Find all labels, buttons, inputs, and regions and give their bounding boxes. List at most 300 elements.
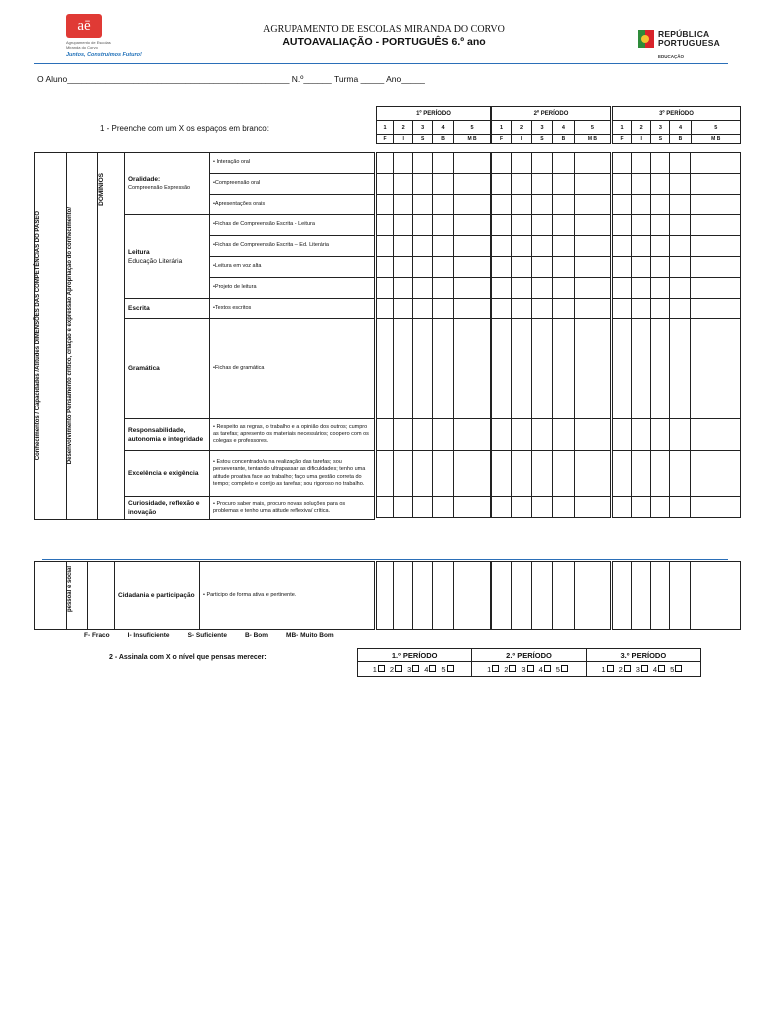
level-option[interactable] bbox=[390, 665, 405, 674]
rating-cell[interactable] bbox=[413, 236, 433, 257]
rating-cell[interactable] bbox=[512, 319, 532, 419]
rating-cell[interactable] bbox=[670, 236, 691, 257]
rating-cell[interactable] bbox=[453, 236, 490, 257]
scale-letter: B bbox=[552, 135, 574, 144]
rating-cell[interactable] bbox=[433, 174, 454, 195]
rating-grid-1 bbox=[376, 152, 491, 518]
republica-text: REPÚBLICA PORTUGUESA bbox=[658, 29, 720, 48]
rating-cell[interactable] bbox=[613, 419, 632, 451]
area-3: Escrita bbox=[125, 299, 210, 319]
rating-cell[interactable] bbox=[377, 497, 394, 518]
checkbox-icon[interactable] bbox=[658, 665, 665, 672]
rating-cell[interactable] bbox=[453, 278, 490, 299]
rating-cell[interactable] bbox=[552, 153, 574, 174]
rating-cell[interactable] bbox=[453, 451, 490, 497]
rating-cell[interactable] bbox=[632, 299, 651, 319]
level-number: 2 bbox=[389, 664, 395, 674]
rating-cell[interactable] bbox=[552, 215, 574, 236]
rating-cell[interactable] bbox=[613, 497, 632, 518]
rating-cell[interactable] bbox=[492, 215, 512, 236]
rating-cell[interactable] bbox=[377, 195, 394, 215]
instruction-1: 1 - Preenche com um X os espaços em branco: bbox=[100, 124, 269, 133]
rating-cell[interactable] bbox=[574, 419, 610, 451]
rating-grid-2 bbox=[491, 152, 611, 518]
rating-cell[interactable] bbox=[453, 195, 490, 215]
rating-cell[interactable] bbox=[632, 174, 651, 195]
rating-cell[interactable] bbox=[651, 497, 670, 518]
scale-number: 1 bbox=[377, 121, 394, 135]
criterion-item: • Interação oral bbox=[210, 153, 375, 174]
rating-cell[interactable] bbox=[613, 153, 632, 174]
rating-cell[interactable] bbox=[670, 153, 691, 174]
rating-cell[interactable] bbox=[552, 174, 574, 195]
level-option[interactable] bbox=[556, 665, 571, 674]
rating-cell[interactable] bbox=[632, 215, 651, 236]
rating-cell[interactable] bbox=[453, 419, 490, 451]
rating-cell[interactable] bbox=[574, 153, 610, 174]
rating-cell[interactable] bbox=[453, 319, 490, 419]
empty-cell bbox=[35, 562, 67, 630]
rating-cell[interactable] bbox=[651, 562, 670, 630]
checkbox-icon[interactable] bbox=[607, 665, 614, 672]
rating-cell[interactable] bbox=[670, 497, 691, 518]
rating-cell[interactable] bbox=[552, 497, 574, 518]
rating-cell[interactable] bbox=[433, 236, 454, 257]
rating-cell[interactable] bbox=[413, 497, 433, 518]
rating-cell[interactable] bbox=[492, 299, 512, 319]
scale-number: 5 bbox=[574, 121, 610, 135]
criterion-item: •Fichas de Compreensão Escrita - Leitura bbox=[210, 215, 375, 236]
rating-cell[interactable] bbox=[512, 451, 532, 497]
rating-cell[interactable] bbox=[670, 562, 691, 630]
rating-cell[interactable] bbox=[394, 278, 413, 299]
citizenship-grid-2 bbox=[491, 561, 611, 630]
rating-cell[interactable] bbox=[574, 278, 610, 299]
rating-cell[interactable] bbox=[613, 451, 632, 497]
rating-cell[interactable] bbox=[492, 257, 512, 278]
checkbox-icon[interactable] bbox=[429, 665, 436, 672]
level-option[interactable] bbox=[441, 665, 456, 674]
rating-cell[interactable] bbox=[552, 451, 574, 497]
rating-cell[interactable] bbox=[433, 299, 454, 319]
rating-cell[interactable] bbox=[512, 419, 532, 451]
rating-cell[interactable] bbox=[670, 451, 691, 497]
rating-cell[interactable] bbox=[651, 257, 670, 278]
rating-cell[interactable] bbox=[670, 174, 691, 195]
rating-cell[interactable] bbox=[377, 153, 394, 174]
rating-cell[interactable] bbox=[651, 153, 670, 174]
rating-cell[interactable] bbox=[512, 236, 532, 257]
scale-number: 3 bbox=[651, 121, 670, 135]
checkbox-icon[interactable] bbox=[641, 665, 648, 672]
rating-cell[interactable] bbox=[377, 299, 394, 319]
rating-cell[interactable] bbox=[574, 319, 610, 419]
rating-cell[interactable] bbox=[691, 174, 741, 195]
criterion-item: • Procuro saber mais, procuro novas soluções para os problemas e tenho uma atitude reflexiva/ crítica. bbox=[210, 497, 375, 520]
citizenship-grid-3 bbox=[612, 561, 741, 630]
rating-cell[interactable] bbox=[552, 319, 574, 419]
rating-cell[interactable] bbox=[613, 319, 632, 419]
level-number: 1 bbox=[372, 664, 377, 674]
checkbox-icon[interactable] bbox=[624, 665, 631, 672]
rating-cell[interactable] bbox=[552, 562, 574, 630]
level-option[interactable] bbox=[653, 665, 668, 674]
rating-cell[interactable] bbox=[394, 215, 413, 236]
assessment-table bbox=[34, 152, 375, 520]
rating-cell[interactable] bbox=[574, 215, 610, 236]
rating-cell[interactable] bbox=[691, 236, 741, 257]
rating-cell[interactable] bbox=[651, 299, 670, 319]
checkbox-icon[interactable] bbox=[509, 665, 516, 672]
rating-cell[interactable] bbox=[670, 319, 691, 419]
level-number: 5 bbox=[441, 664, 446, 674]
rating-cell[interactable] bbox=[691, 319, 741, 419]
level-number: 3 bbox=[521, 664, 526, 674]
checkbox-icon[interactable] bbox=[395, 665, 402, 672]
rating-cell[interactable] bbox=[413, 299, 433, 319]
rating-cell[interactable] bbox=[532, 562, 553, 630]
rating-cell[interactable] bbox=[377, 562, 394, 630]
criterion-item: • Participo de forma ativa e pertinente. bbox=[200, 562, 375, 630]
area-4: Gramática bbox=[125, 319, 210, 419]
student-info-line[interactable]: O Aluno_______________________________________________ N.º______ Turma _____ Ano_____ bbox=[37, 74, 425, 84]
rating-cell[interactable] bbox=[691, 419, 741, 451]
level-option[interactable] bbox=[504, 665, 519, 674]
level-number: 4 bbox=[424, 664, 429, 674]
rating-cell[interactable] bbox=[433, 419, 454, 451]
level-number: 3 bbox=[407, 664, 412, 674]
rating-cell[interactable] bbox=[453, 562, 490, 630]
scale-letter: M B bbox=[574, 135, 610, 144]
level-number: 2 bbox=[618, 664, 623, 674]
logo-motto: Juntos, Construímos Futuro! bbox=[66, 52, 142, 58]
rating-cell[interactable] bbox=[433, 257, 454, 278]
rating-cell[interactable] bbox=[632, 562, 651, 630]
rating-cell[interactable] bbox=[670, 195, 691, 215]
rating-grid-3 bbox=[612, 152, 741, 518]
rating-cell[interactable] bbox=[413, 562, 433, 630]
rating-cell[interactable] bbox=[670, 278, 691, 299]
scale-letter: M B bbox=[454, 135, 491, 144]
rating-cell[interactable] bbox=[532, 419, 553, 451]
rating-cell[interactable] bbox=[394, 299, 413, 319]
checkbox-icon[interactable] bbox=[675, 665, 682, 672]
rating-cell[interactable] bbox=[691, 451, 741, 497]
q2-period-2: 2.º PERÍODO bbox=[472, 649, 586, 662]
area-2: Leitura Educação Literária bbox=[125, 215, 210, 299]
rating-cell[interactable] bbox=[394, 419, 413, 451]
checkbox-icon[interactable] bbox=[492, 665, 499, 672]
rating-cell[interactable] bbox=[651, 451, 670, 497]
level-option[interactable] bbox=[521, 665, 536, 674]
rating-cell[interactable] bbox=[433, 451, 454, 497]
rating-cell[interactable] bbox=[613, 562, 632, 630]
scale-letter: F bbox=[377, 135, 394, 144]
rating-cell[interactable] bbox=[532, 299, 553, 319]
rating-cell[interactable] bbox=[632, 153, 651, 174]
rating-cell[interactable] bbox=[413, 278, 433, 299]
level-option[interactable] bbox=[636, 665, 651, 674]
scale-number: 1 bbox=[613, 121, 632, 135]
rating-cell[interactable] bbox=[492, 562, 512, 630]
period-header-3 bbox=[612, 106, 741, 144]
scale-number: 4 bbox=[433, 121, 454, 135]
rating-cell[interactable] bbox=[492, 195, 512, 215]
rating-cell[interactable] bbox=[394, 153, 413, 174]
level-option[interactable] bbox=[670, 665, 685, 674]
level-option[interactable] bbox=[619, 665, 634, 674]
rating-cell[interactable] bbox=[492, 497, 512, 518]
rating-cell[interactable] bbox=[377, 278, 394, 299]
criterion-item: •Textos escritos bbox=[210, 299, 375, 319]
rating-cell[interactable] bbox=[394, 195, 413, 215]
rating-cell[interactable] bbox=[691, 562, 741, 630]
area-5: Responsabilidade, autonomia e integridade bbox=[125, 419, 210, 451]
rating-cell[interactable] bbox=[394, 236, 413, 257]
rating-cell[interactable] bbox=[453, 299, 490, 319]
rating-cell[interactable] bbox=[574, 195, 610, 215]
rating-cell[interactable] bbox=[691, 153, 741, 174]
rating-cell[interactable] bbox=[651, 236, 670, 257]
rating-cell[interactable] bbox=[453, 497, 490, 518]
rating-cell[interactable] bbox=[492, 236, 512, 257]
level-number: 1 bbox=[487, 664, 492, 674]
rating-cell[interactable] bbox=[512, 497, 532, 518]
checkbox-icon[interactable] bbox=[447, 665, 454, 672]
question-2: 2 - Assinala com X o nível que pensas merecer: bbox=[109, 654, 267, 661]
rating-cell[interactable] bbox=[691, 497, 741, 518]
rating-cell[interactable] bbox=[574, 562, 610, 630]
rating-cell[interactable] bbox=[691, 299, 741, 319]
development-vertical-label: Desenvolvimento Pensamento crítico, criação e expressão Apropriação do conhecimento/ bbox=[67, 153, 98, 520]
scale-number: 2 bbox=[632, 121, 651, 135]
rating-cell[interactable] bbox=[394, 319, 413, 419]
period-label: 1º PERÍODO bbox=[377, 107, 491, 121]
rating-cell[interactable] bbox=[413, 419, 433, 451]
scale-letter: B bbox=[433, 135, 454, 144]
checkbox-icon[interactable] bbox=[378, 665, 385, 672]
rating-cell[interactable] bbox=[574, 257, 610, 278]
rating-cell[interactable] bbox=[613, 278, 632, 299]
rating-cell[interactable] bbox=[552, 278, 574, 299]
rating-cell[interactable] bbox=[532, 174, 553, 195]
rating-cell[interactable] bbox=[433, 215, 454, 236]
rating-cell[interactable] bbox=[512, 174, 532, 195]
scale-letter: I bbox=[632, 135, 651, 144]
rating-cell[interactable] bbox=[413, 153, 433, 174]
rating-cell[interactable] bbox=[413, 195, 433, 215]
rating-cell[interactable] bbox=[613, 195, 632, 215]
rating-cell[interactable] bbox=[512, 257, 532, 278]
rating-cell[interactable] bbox=[433, 319, 454, 419]
level-option[interactable] bbox=[539, 665, 554, 674]
rating-cell[interactable] bbox=[651, 174, 670, 195]
rating-cell[interactable] bbox=[670, 257, 691, 278]
rating-cell[interactable] bbox=[512, 299, 532, 319]
level-option[interactable] bbox=[373, 665, 388, 674]
scale-letter: M B bbox=[691, 135, 741, 144]
criterion-item: •Compreensão oral bbox=[210, 174, 375, 195]
rating-cell[interactable] bbox=[377, 419, 394, 451]
rating-cell[interactable] bbox=[413, 174, 433, 195]
rating-cell[interactable] bbox=[413, 451, 433, 497]
scale-number: 5 bbox=[691, 121, 741, 135]
level-option[interactable] bbox=[424, 665, 439, 674]
rating-cell[interactable] bbox=[492, 153, 512, 174]
rating-cell[interactable] bbox=[691, 215, 741, 236]
rating-cell[interactable] bbox=[651, 419, 670, 451]
criterion-item: •Leitura em voz alta bbox=[210, 257, 375, 278]
rating-cell[interactable] bbox=[552, 299, 574, 319]
checkbox-icon[interactable] bbox=[527, 665, 534, 672]
personal-social-label: pessoal e social bbox=[67, 562, 88, 630]
rating-cell[interactable] bbox=[670, 419, 691, 451]
rating-cell[interactable] bbox=[394, 451, 413, 497]
rating-cell[interactable] bbox=[632, 278, 651, 299]
rating-cell[interactable] bbox=[433, 195, 454, 215]
area-citizenship: Cidadania e participação bbox=[115, 562, 200, 630]
rating-cell[interactable] bbox=[532, 278, 553, 299]
rating-cell[interactable] bbox=[532, 153, 553, 174]
criterion-item: • Estou concentrado/a na realização das tarefas; sou perseverante, tentando ultrapassar as dificuldades; tenho uma atitude proativa face ao trabalho; faço uma gestão correta do tempo; completo e corrijo as tarefas; sou rigoroso no trabalho. bbox=[210, 451, 375, 497]
rating-cell[interactable] bbox=[492, 278, 512, 299]
rating-cell[interactable] bbox=[377, 451, 394, 497]
rating-cell[interactable] bbox=[394, 497, 413, 518]
rating-cell[interactable] bbox=[492, 419, 512, 451]
rating-cell[interactable] bbox=[574, 174, 610, 195]
rating-cell[interactable] bbox=[433, 278, 454, 299]
level-option[interactable] bbox=[407, 665, 422, 674]
section-rule bbox=[42, 559, 728, 560]
rating-cell[interactable] bbox=[394, 562, 413, 630]
area-6: Excelência e exigência bbox=[125, 451, 210, 497]
rating-cell[interactable] bbox=[377, 319, 394, 419]
rating-cell[interactable] bbox=[574, 299, 610, 319]
rating-cell[interactable] bbox=[512, 153, 532, 174]
rating-cell[interactable] bbox=[613, 257, 632, 278]
level-number: 5 bbox=[670, 664, 675, 674]
rating-cell[interactable] bbox=[413, 215, 433, 236]
scale-number: 2 bbox=[512, 121, 532, 135]
rating-cell[interactable] bbox=[691, 257, 741, 278]
rating-cell[interactable] bbox=[433, 497, 454, 518]
level-option[interactable] bbox=[601, 665, 616, 674]
empty-cell bbox=[88, 562, 115, 630]
rating-cell[interactable] bbox=[651, 195, 670, 215]
rating-cell[interactable] bbox=[377, 215, 394, 236]
rating-cell[interactable] bbox=[632, 257, 651, 278]
rating-cell[interactable] bbox=[651, 278, 670, 299]
q2-period-1: 1.º PERÍODO bbox=[358, 649, 472, 662]
rating-cell[interactable] bbox=[433, 153, 454, 174]
rating-cell[interactable] bbox=[453, 153, 490, 174]
rating-cell[interactable] bbox=[613, 174, 632, 195]
rating-cell[interactable] bbox=[574, 236, 610, 257]
scale-number: 4 bbox=[552, 121, 574, 135]
rating-cell[interactable] bbox=[433, 562, 454, 630]
educacao-label: EDUCAÇÃO bbox=[658, 54, 685, 59]
rating-cell[interactable] bbox=[512, 195, 532, 215]
rating-cell[interactable] bbox=[670, 215, 691, 236]
rating-cell[interactable] bbox=[632, 236, 651, 257]
rating-cell[interactable] bbox=[552, 257, 574, 278]
rating-cell[interactable] bbox=[413, 319, 433, 419]
grade-legend: F- Fraco I- Insuficiente S- Suficiente B- Bom MB- Muito Bom bbox=[84, 632, 334, 639]
rating-cell[interactable] bbox=[377, 257, 394, 278]
area-7: Curiosidade, reflexão e inovação bbox=[125, 497, 210, 520]
rating-cell[interactable] bbox=[453, 215, 490, 236]
rating-cell[interactable] bbox=[492, 319, 512, 419]
scale-number: 3 bbox=[413, 121, 433, 135]
rating-cell[interactable] bbox=[453, 257, 490, 278]
rating-cell[interactable] bbox=[574, 497, 610, 518]
rating-cell[interactable] bbox=[552, 419, 574, 451]
criterion-item: •Fichas de gramática bbox=[210, 319, 375, 419]
rating-cell[interactable] bbox=[532, 236, 553, 257]
dimensions-vertical-label: Conhecimentos / Capacidades /Atitudes DIMENSÕES DAS COMPETÊNCIAS DO PASEO bbox=[35, 153, 67, 520]
scale-letter: B bbox=[670, 135, 691, 144]
rating-cell[interactable] bbox=[453, 174, 490, 195]
rating-cell[interactable] bbox=[512, 215, 532, 236]
rating-cell[interactable] bbox=[613, 236, 632, 257]
rating-cell[interactable] bbox=[512, 562, 532, 630]
document-title: AUTOAVALIAÇÃO - PORTUGUÊS 6.º ano bbox=[282, 36, 486, 48]
rating-cell[interactable] bbox=[574, 451, 610, 497]
rating-cell[interactable] bbox=[691, 195, 741, 215]
checkbox-icon[interactable] bbox=[561, 665, 568, 672]
rating-cell[interactable] bbox=[632, 419, 651, 451]
rating-cell[interactable] bbox=[670, 299, 691, 319]
rating-cell[interactable] bbox=[651, 319, 670, 419]
rating-cell[interactable] bbox=[413, 257, 433, 278]
rating-cell[interactable] bbox=[492, 451, 512, 497]
rating-cell[interactable] bbox=[377, 236, 394, 257]
rating-cell[interactable] bbox=[552, 236, 574, 257]
rating-cell[interactable] bbox=[394, 257, 413, 278]
scale-letter: F bbox=[613, 135, 632, 144]
rating-cell[interactable] bbox=[632, 195, 651, 215]
rating-cell[interactable] bbox=[532, 195, 553, 215]
rating-cell[interactable] bbox=[632, 319, 651, 419]
rating-cell[interactable] bbox=[532, 215, 553, 236]
rating-cell[interactable] bbox=[512, 278, 532, 299]
rating-cell[interactable] bbox=[691, 278, 741, 299]
level-option[interactable] bbox=[487, 665, 502, 674]
rating-cell[interactable] bbox=[532, 497, 553, 518]
rating-cell[interactable] bbox=[552, 195, 574, 215]
rating-cell[interactable] bbox=[492, 174, 512, 195]
rating-cell[interactable] bbox=[532, 319, 553, 419]
rating-cell[interactable] bbox=[394, 174, 413, 195]
rating-cell[interactable] bbox=[532, 451, 553, 497]
school-name: AGRUPAMENTO DE ESCOLAS MIRANDA DO CORVO bbox=[263, 24, 505, 35]
scale-number: 1 bbox=[492, 121, 512, 135]
level-number: 3 bbox=[635, 664, 640, 674]
rating-cell[interactable] bbox=[632, 451, 651, 497]
domains-vertical-label: DOMÍNIOS bbox=[98, 153, 125, 520]
scale-letter: I bbox=[512, 135, 532, 144]
checkbox-icon[interactable] bbox=[412, 665, 419, 672]
rating-cell[interactable] bbox=[613, 215, 632, 236]
rating-cell[interactable] bbox=[532, 257, 553, 278]
citizenship-grid-1 bbox=[376, 561, 491, 630]
rating-cell[interactable] bbox=[613, 299, 632, 319]
rating-cell[interactable] bbox=[632, 497, 651, 518]
checkbox-icon[interactable] bbox=[544, 665, 551, 672]
rating-cell[interactable] bbox=[651, 215, 670, 236]
rating-cell[interactable] bbox=[377, 174, 394, 195]
school-logo: aē bbox=[66, 14, 102, 38]
